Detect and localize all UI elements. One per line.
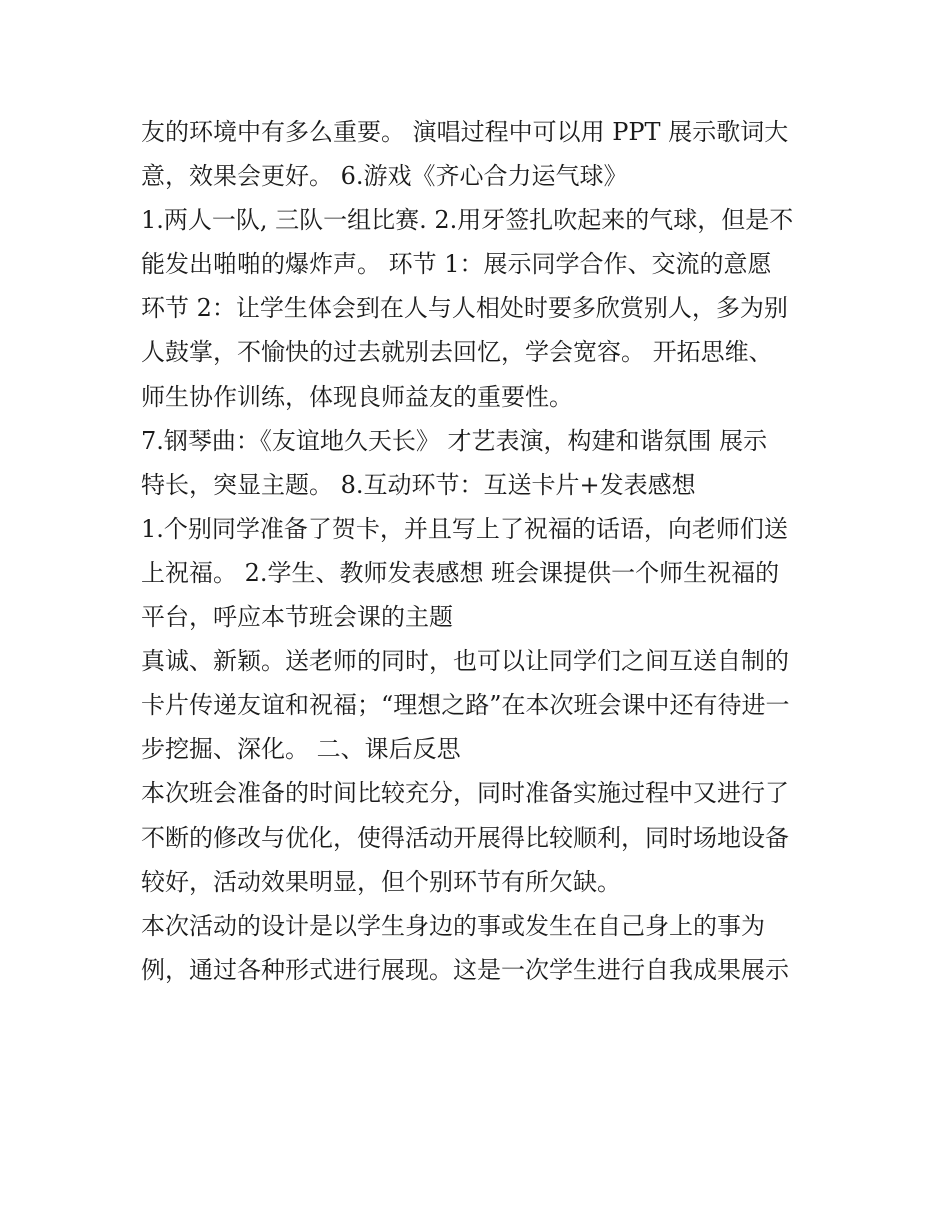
text-line: 上祝福。 2.学生、教师发表感想 班会课提供一个师生祝福的 <box>141 558 780 587</box>
text-line: 1.个别同学准备了贺卡，并且写上了祝福的话语，向老师们送 <box>141 514 788 543</box>
text-line: 友的环境中有多么重要。 演唱过程中可以用 PPT 展示歌词大 <box>141 118 789 146</box>
text-line: 不断的修改与优化，使得活动开展得比较顺利，同时场地设备 <box>141 823 789 852</box>
text-line: 本次活动的设计是以学生身边的事或发生在自己身上的事为 <box>141 911 765 940</box>
text-line: 意，效果会更好。 6.游戏《齐心合力运气球》 <box>141 162 628 191</box>
document-body <box>141 110 821 992</box>
text-line: 能发出啪啪的爆炸声。 环节 1：展示同学合作、交流的意愿 <box>141 250 772 279</box>
text-line: 7.钢琴曲：《友谊地久天长》 才艺表演，构建和谐氛围 展示 <box>141 426 768 455</box>
text-line: 本次班会准备的时间比较充分，同时准备实施过程中又进行了 <box>141 779 789 808</box>
text-line: 1.两人一队, 三队一组比赛. 2.用牙签扎吹起来的气球，但是不 <box>141 206 794 235</box>
text-line: 特长，突显主题。 8.互动环节：互送卡片+发表感想 <box>141 470 696 499</box>
text-line: 人鼓掌，不愉快的过去就别去回忆，学会宽容。 开拓思维、 <box>141 338 773 367</box>
text-line: 卡片传递友谊和祝福；“理想之路”在本次班会课中还有待进一 <box>141 691 790 720</box>
text-line: 较好，活动效果明显，但个别环节有所欠缺。 <box>141 867 621 896</box>
text-line: 步挖掘、深化。 二、课后反思 <box>141 735 461 764</box>
text-line: 例，通过各种形式进行展现。这是一次学生进行自我成果展示 <box>141 955 789 984</box>
text-line: 真诚、新颖。送老师的同时，也可以让同学们之间互送自制的 <box>141 647 789 676</box>
text-line: 平台，呼应本节班会课的主题 <box>141 603 453 632</box>
text-line: 环节 2：让学生体会到在人与人相处时要多欣赏别人，多为别 <box>141 294 788 323</box>
text-line: 师生协作训练，体现良师益友的重要性。 <box>141 382 573 411</box>
